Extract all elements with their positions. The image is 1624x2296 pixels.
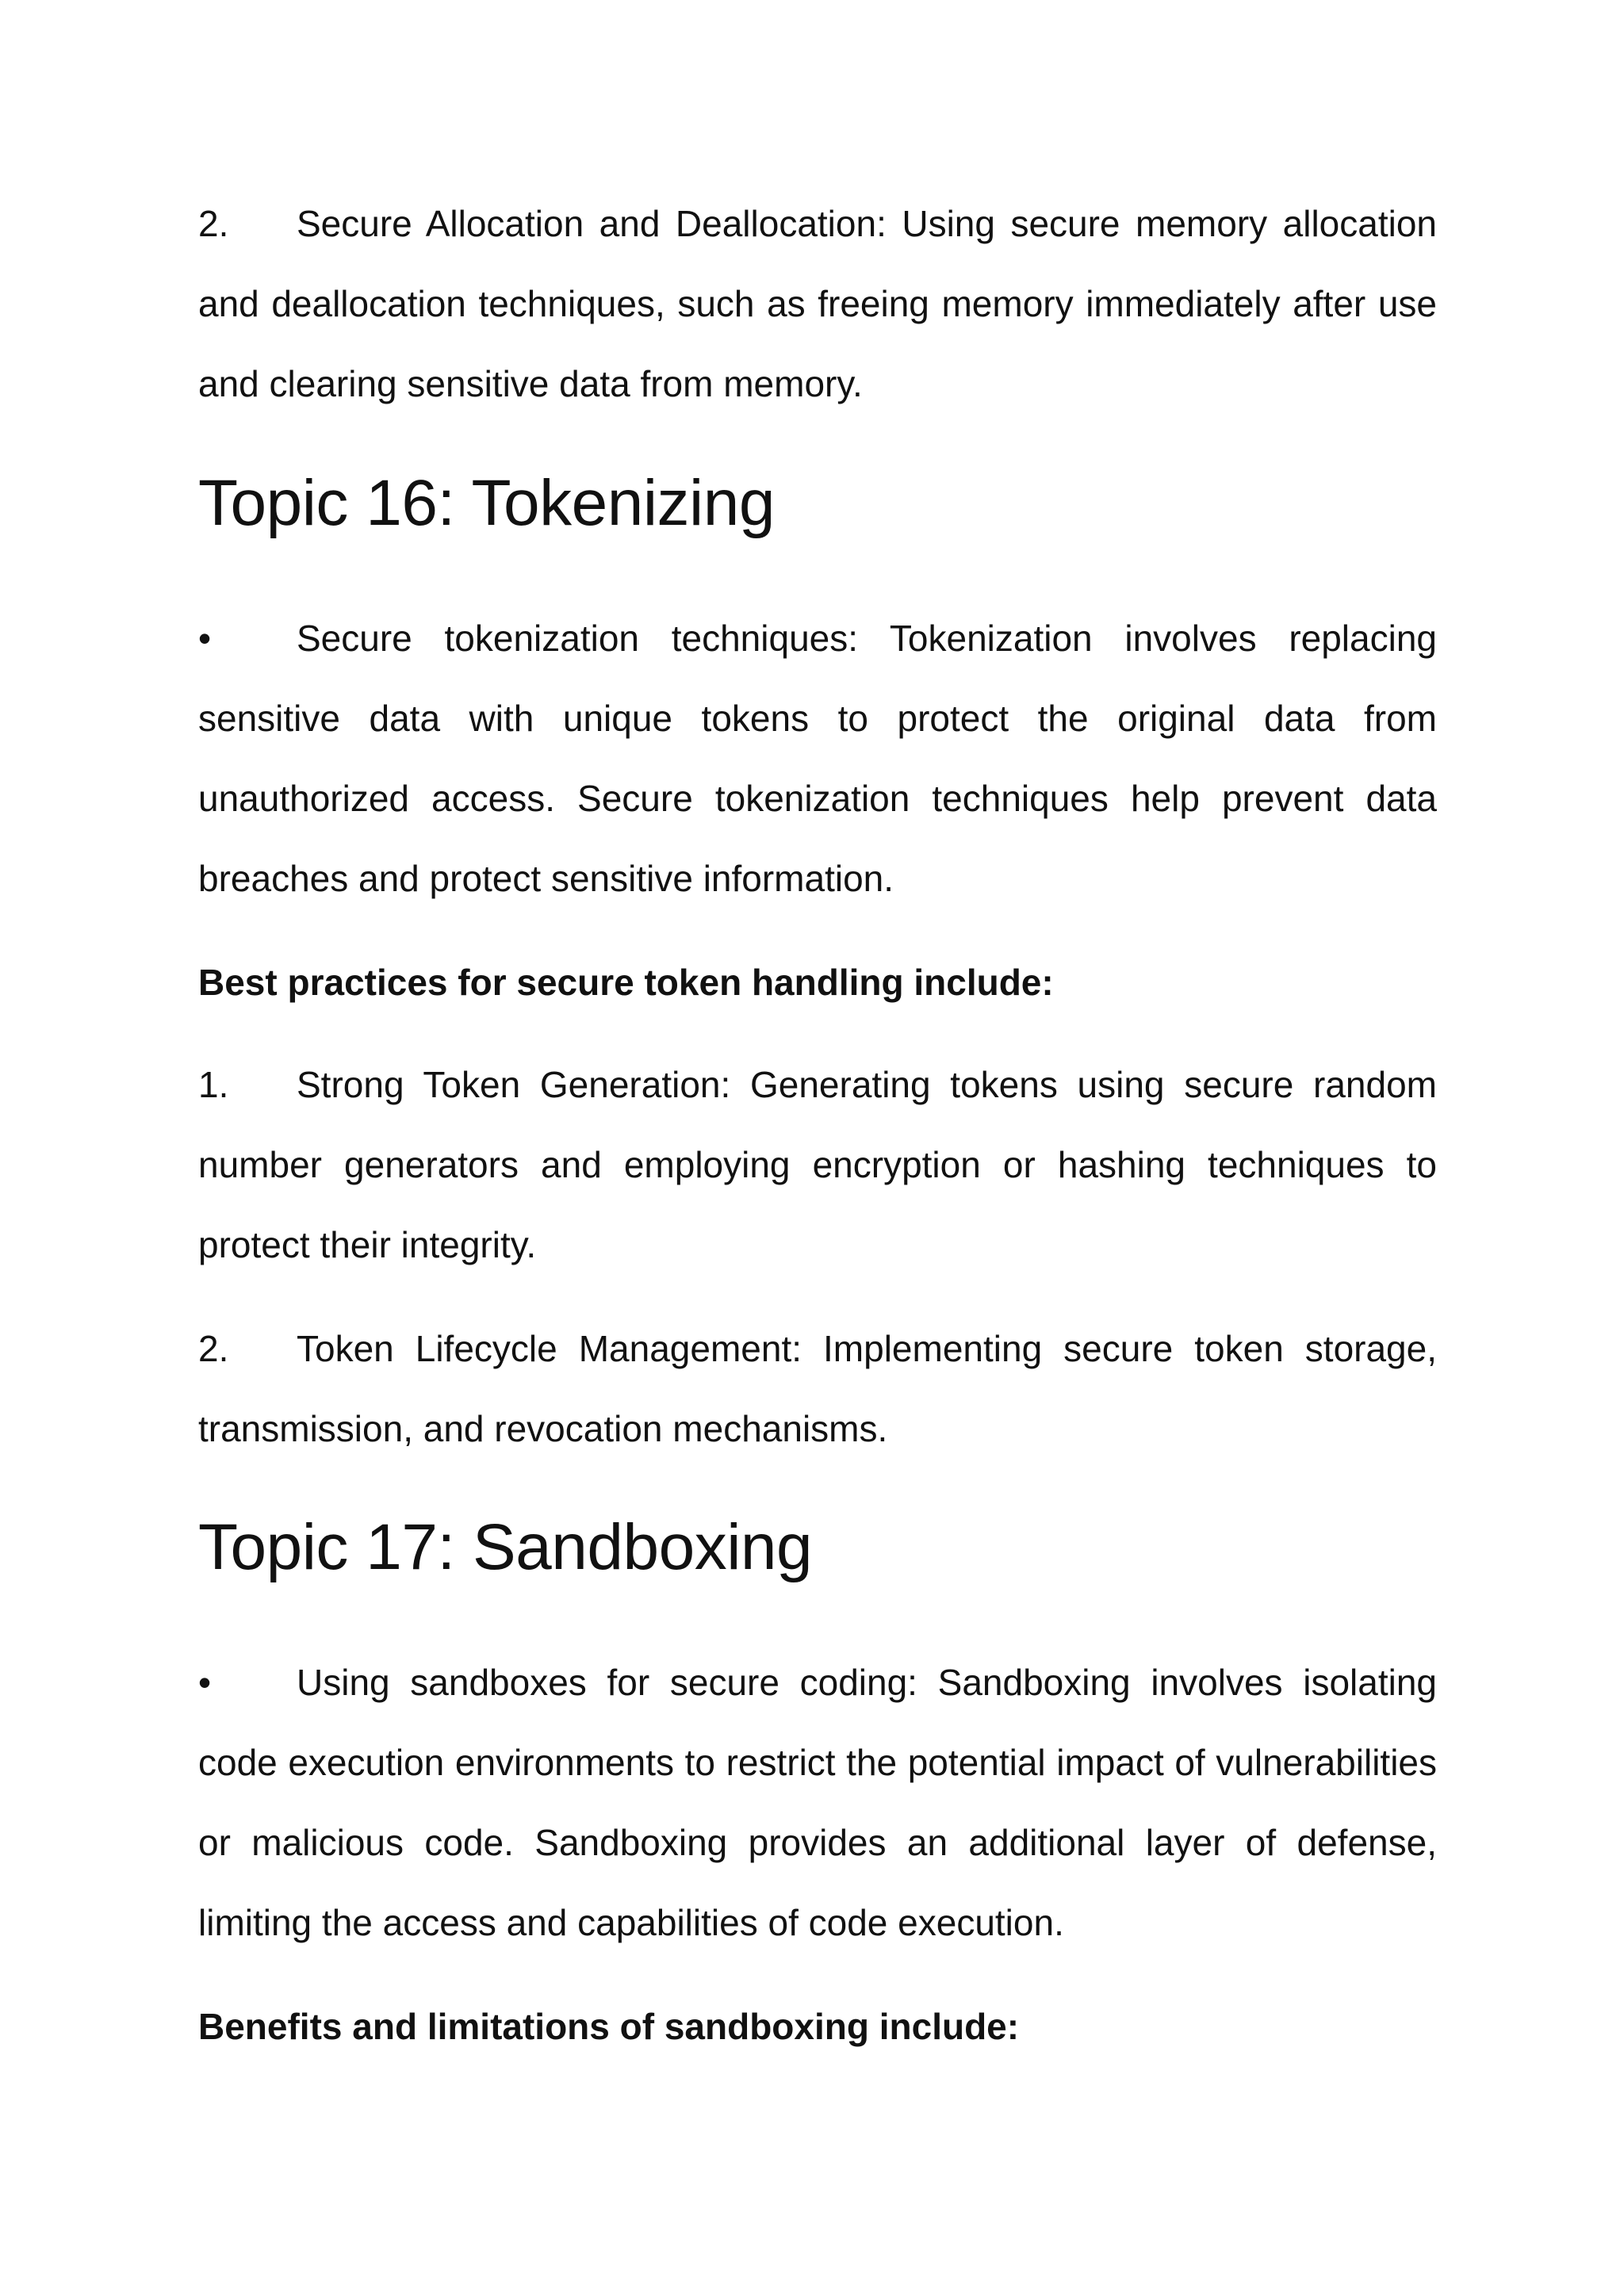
topic-16-heading: Topic 16: Tokenizing xyxy=(198,467,775,539)
bullet-marker: • xyxy=(198,1662,212,1703)
list-number: 1. xyxy=(198,1064,229,1105)
best-practices-subheading: Best practices for secure token handling include: xyxy=(198,962,1054,1003)
list-item-token-lifecycle xyxy=(198,1309,1437,1469)
bullet-item-tokenization xyxy=(198,599,1437,919)
benefits-subheading: Benefits and limitations of sandboxing include: xyxy=(198,2006,1020,2047)
bullet-marker: • xyxy=(198,618,212,659)
list-number: 2. xyxy=(198,1328,229,1369)
list-item-text: Strong Token Generation: Generating tokens using secure random number generators and employing encryption or hashing techniques to protect their integrity. xyxy=(198,1064,1437,1265)
list-item-token-generation xyxy=(198,1045,1437,1285)
list-item-text: Secure Allocation and Deallocation: Using secure memory allocation and deallocation techniques, such as freeing memory immediately after use and clearing sensitive data from memory. xyxy=(198,203,1437,404)
topic-17-heading: Topic 17: Sandboxing xyxy=(198,1511,813,1583)
bullet-item-text: Secure tokenization techniques: Tokenization involves replacing sensitive data with unique tokens to protect the original data from unauthorized access. Secure tokenization techniques help prevent data breaches and protect sensitive information. xyxy=(198,618,1437,899)
bullet-item-text: Using sandboxes for secure coding: Sandboxing involves isolating code execution environments to restrict the potential impact of vulnerabilities or malicious code. Sandboxing provides an additional layer of defense, limiting the access and capabilities of code execution. xyxy=(198,1662,1437,1943)
list-item-secure-allocation xyxy=(198,184,1437,424)
list-number: 2. xyxy=(198,203,229,244)
list-item-text: Token Lifecycle Management: Implementing secure token storage, transmission, and revocation mechanisms. xyxy=(198,1328,1437,1449)
bullet-item-sandboxes xyxy=(198,1643,1437,1963)
document-page xyxy=(198,0,1437,2296)
